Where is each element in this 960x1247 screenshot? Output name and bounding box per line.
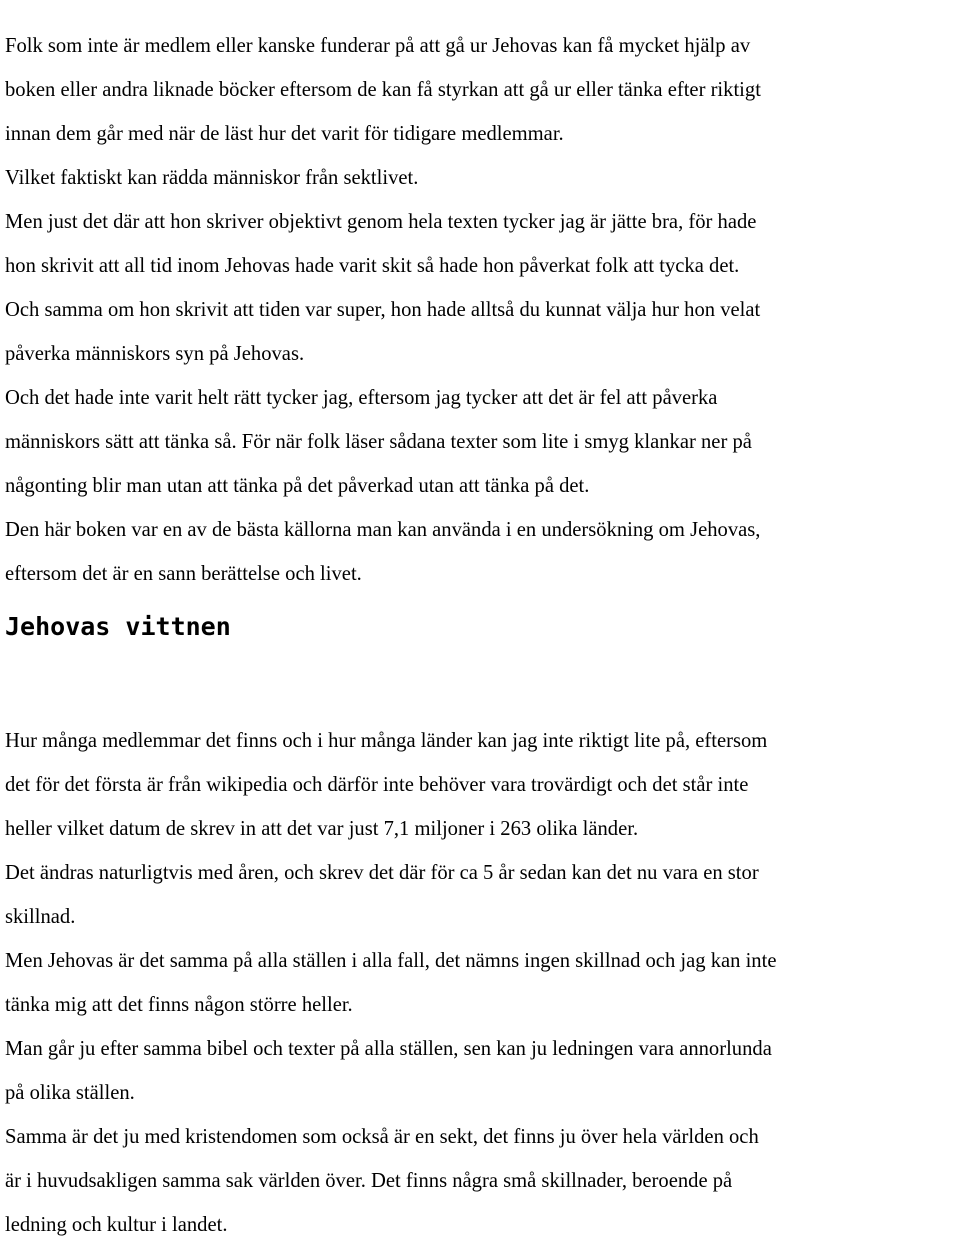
section-heading: Jehovas vittnen [5,612,231,641]
text-line: Det ändras naturligtvis med åren, och skrev det där för ca 5 år sedan kan det nu vara en stor [5,862,759,884]
text-line: Och det hade inte varit helt rätt tycker jag, eftersom jag tycker att det är fel att påverka [5,387,718,409]
text-line: Folk som inte är medlem eller kanske funderar på att gå ur Jehovas kan få mycket hjälp av [5,35,751,57]
text-line: Man går ju efter samma bibel och texter på alla ställen, sen kan ju ledningen vara annorlunda [5,1038,772,1060]
text-line: Men just det där att hon skriver objektivt genom hela texten tycker jag är jätte bra, för hade [5,211,757,233]
text-line: skillnad. [5,906,76,928]
paragraph-book-help [5,24,761,200]
document-page [5,0,960,1242]
paragraph-members-countries [5,719,776,1247]
text-line: ledning och kultur i landet. [5,1214,228,1236]
text-line: människors sätt att tänka så. För när folk läser sådana texter som lite i smyg klankar ner på [5,431,752,453]
text-line: Samma är det ju med kristendomen som också är en sekt, det finns ju över hela världen och [5,1126,759,1148]
text-line: innan dem går med när de läst hur det varit för tidigare medlemmar. [5,123,564,145]
text-line: heller vilket datum de skrev in att det var just 7,1 miljoner i 263 olika länder. [5,818,639,840]
text-line: Hur många medlemmar det finns och i hur många länder kan jag inte riktigt lite på, eftersom [5,730,768,752]
text-line: tänka mig att det finns någon större heller. [5,994,353,1016]
text-line: någonting blir man utan att tänka på det påverkad utan att tänka på det. [5,475,590,497]
text-line: Men Jehovas är det samma på alla ställen i alla fall, det nämns ingen skillnad och jag kan inte [5,950,777,972]
text-line: Och samma om hon skrivit att tiden var super, hon hade alltså du kunnat välja hur hon velat [5,299,761,321]
text-line: eftersom det är en sann berättelse och livet. [5,563,362,585]
jehovas-vittnen-section [5,719,776,1247]
text-line: påverka människors syn på Jehovas. [5,343,305,365]
paragraph-best-source [5,508,761,596]
text-line: boken eller andra liknade böcker eftersom de kan få styrkan att gå ur eller tänka efter riktigt [5,79,761,101]
text-line: hon skrivit att all tid inom Jehovas hade varit skit så hade hon påverkat folk att tycka det. [5,255,740,277]
text-line: Den här boken var en av de bästa källorna man kan använda i en undersökning om Jehovas, [5,519,761,541]
review-section [5,24,761,596]
text-line: är i huvudsakligen samma sak världen över. Det finns några små skillnader, beroende på [5,1170,733,1192]
text-line: på olika ställen. [5,1082,135,1104]
text-line: det för det första är från wikipedia och därför inte behöver vara trovärdigt och det står inte [5,774,749,796]
text-line: Vilket faktiskt kan rädda människor från sektlivet. [5,167,419,189]
paragraph-objective-writing [5,200,761,508]
